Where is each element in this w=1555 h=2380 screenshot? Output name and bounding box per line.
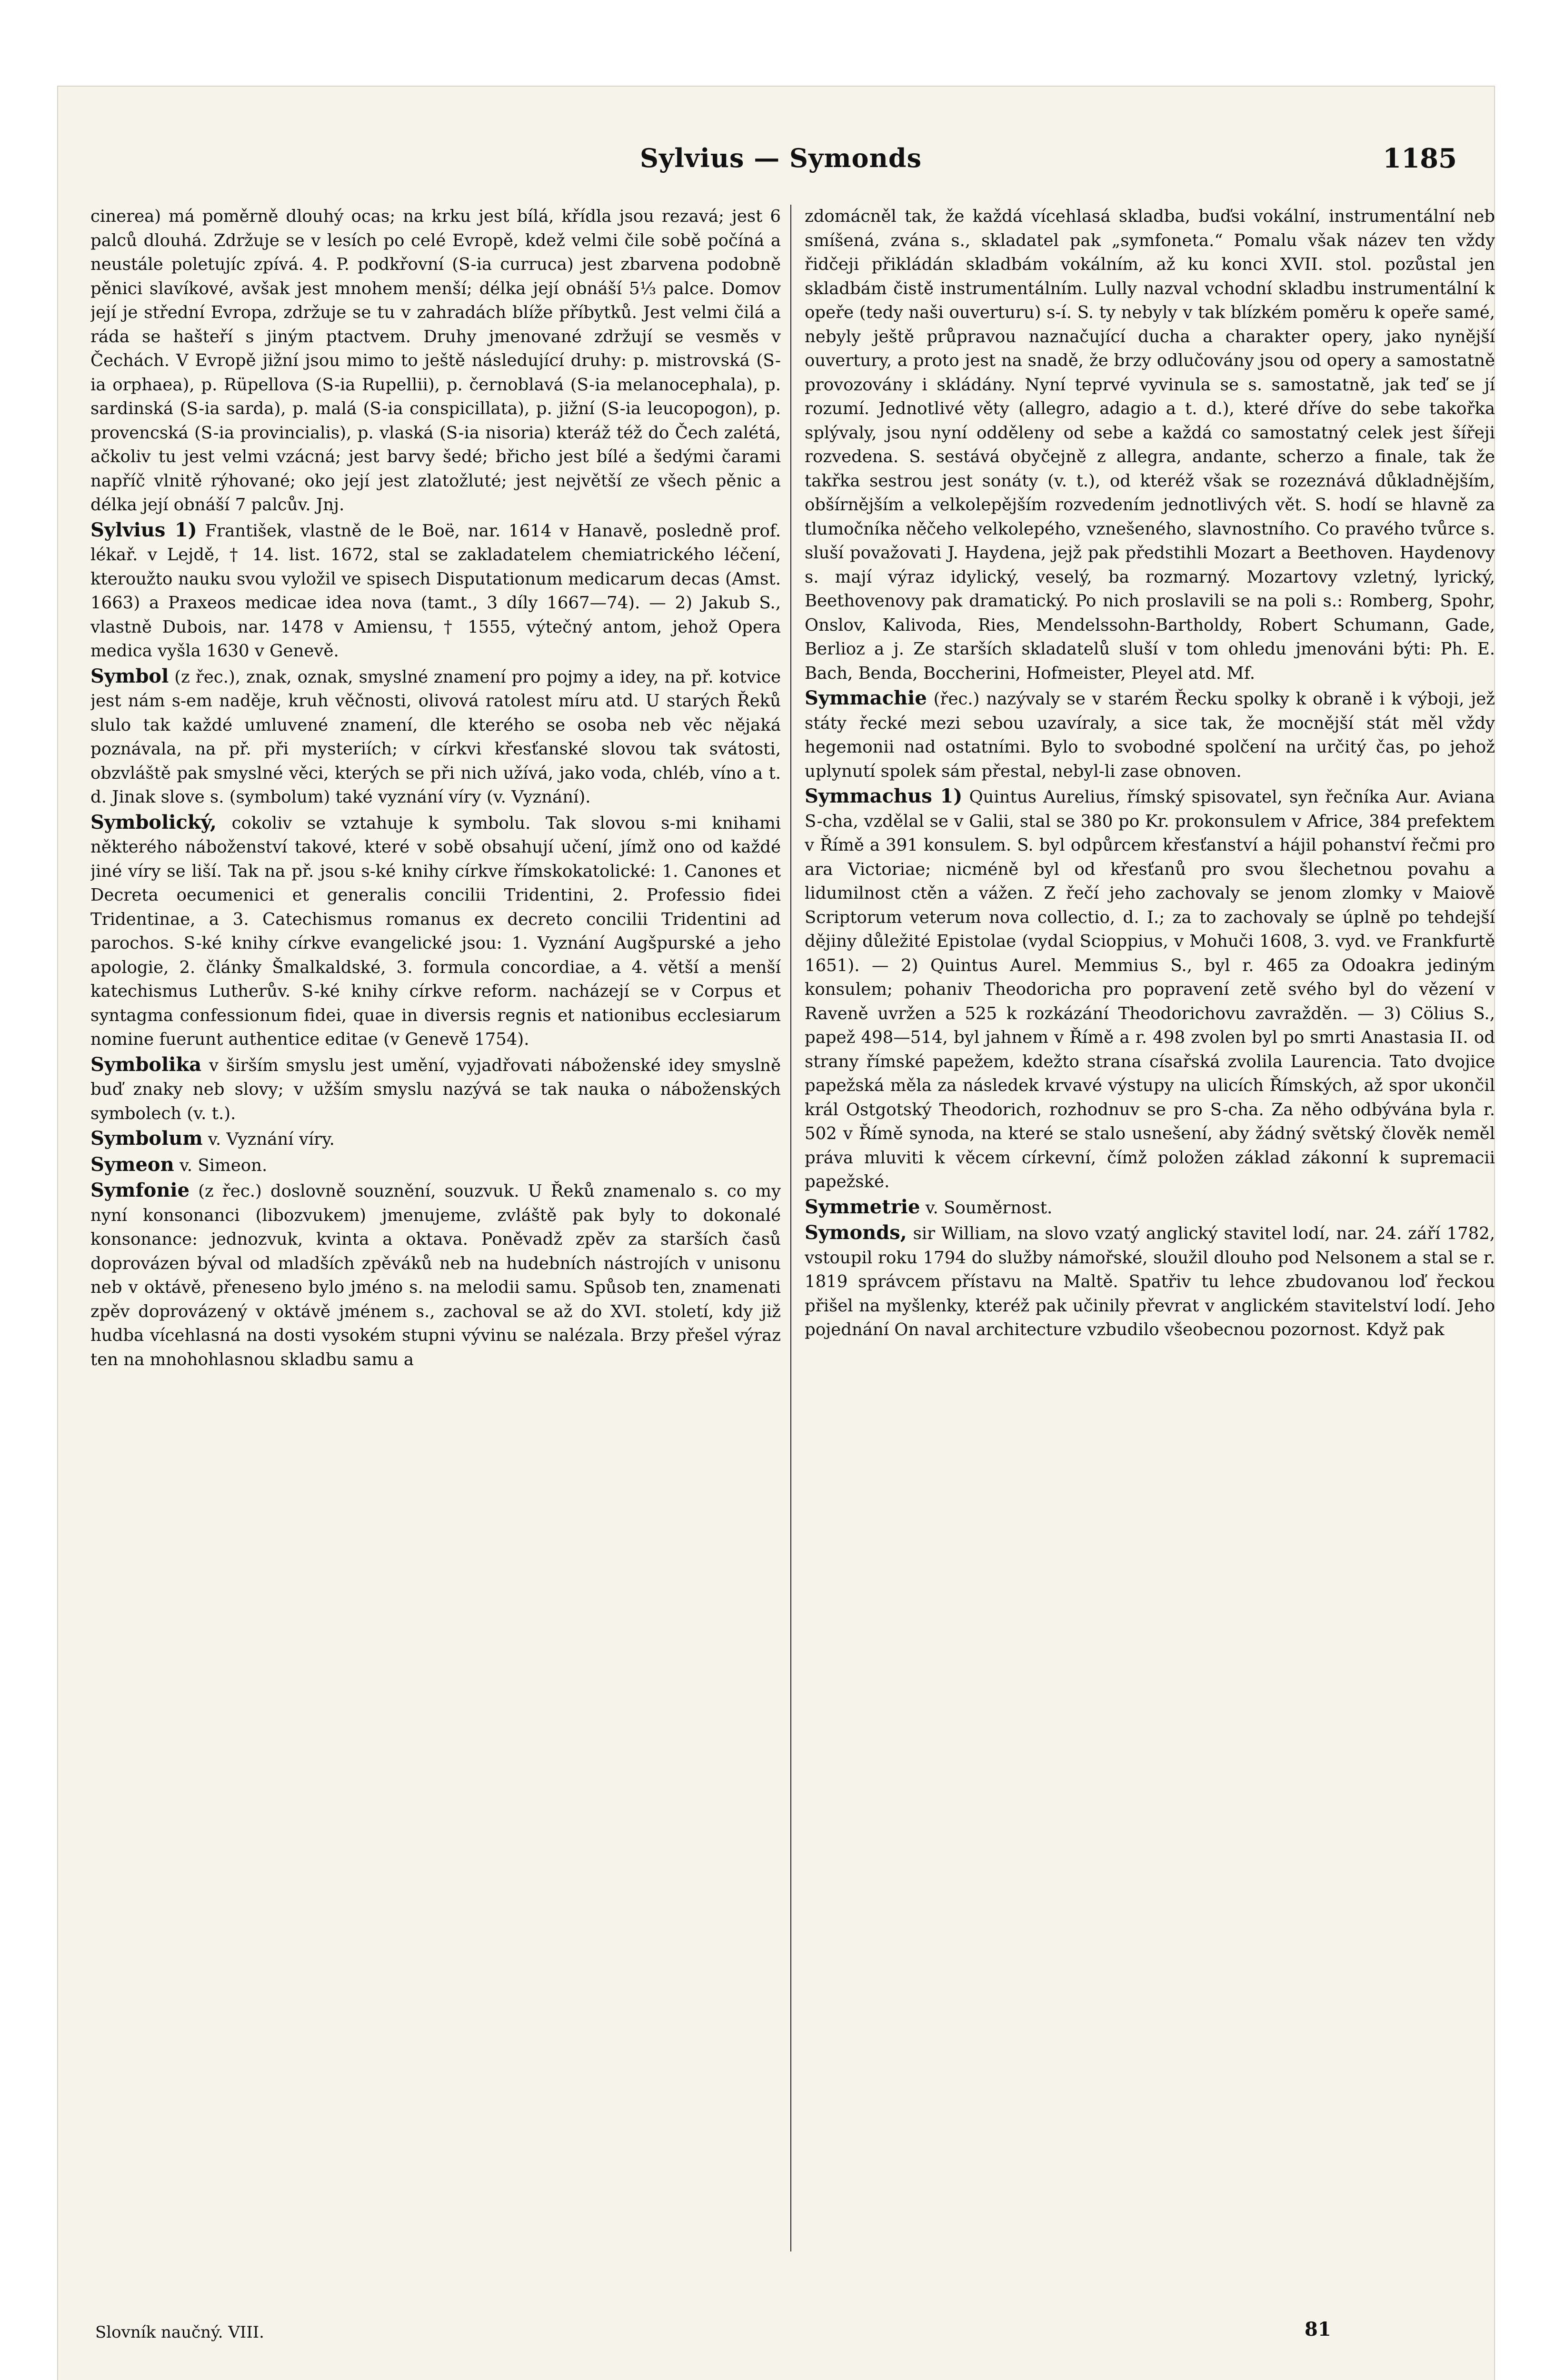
entry-symbolika: Symbolika v širším smyslu jest umění, vyjadřovati náboženské idey smyslně buď znaky neb slovy; v užším smyslu nazývá se tak nauka o náboženských symbolech (v. t.). (90, 1053, 781, 1123)
headword: Symbolický, (90, 811, 217, 833)
headword: Symeon (90, 1153, 174, 1176)
headword: Symbolum (90, 1127, 203, 1150)
entry-symfonie-continued: zdomácněl tak, že každá vícehlasá skladba, buďsi vokální, instrumentální neb smíšená, zvána s., skladatel pak „symfoneta.“ Pomalu však název ten vždy řidčeji přikládán skladbám vokálním, až ku konci XVII. stol. pozůstal jen skladbám čistě instrumentálním. Lully nazval vchodní skladbu instrumentální k opeře (tedy naši ouverturu) s-í. S. ty nebyly v tak blízkém poměru k opeře samé, nebyly ještě průpravou naznačující ducha a charakter opery, jako nynější ouvertury, a proto jest na snadě, že brzy odlučovány jsou od opery a samostatně provozovány i skládány. Nyní teprvé vyvinula se s. samostatně, jak teď se jí rozumí. Jednotlivé věty (allegro, adagio a t. d.), které dříve do sebe takořka splývaly, jsou nyní odděleny od sebe a každá co samostatný celek jest šířeji rozvedena. S. sestává obyčejně z allegra, andante, scherzo a finale, tak že takřka sestrou jest sonáty (v. t.), od kteréž však se rozeznává důkladnějším, obšírnějším a velkolepějším rozvedením jednotlivých vět. S. hodí se hlavně za tlumočníka něčeho velkolepého, vznešeného, slavnostního. Co pravého tvůrce s. sluší považovati J. Haydena, jejž pak předstihli Mozart a Beethoven. Haydenovy s. mají výraz idylický, veselý, ba rozmarný. Mozartovy vzletný, lyrický, Beethovenovy pak dramatický. Po nich proslavili se na poli s.: Romberg, Spohr, Onslov, Kalivoda, Ries, Mendelssohn-Bartholdy, Robert Schumann, Gade, Berlioz a j. Ze starších skladatelů sluší v tom ohledu jmenováni býti: Ph. E. Bach, Benda, Boccherini, Hofmeister, Pleyel atd. Mf. (805, 207, 1495, 683)
headword: Symmachus 1) (805, 785, 963, 807)
footer-signature: 81 (1305, 2318, 1331, 2340)
running-head: Sylvius — Symonds (640, 143, 922, 173)
headword: Symfonie (90, 1179, 190, 1201)
entry-symbolicky: Symbolický, cokoliv se vztahuje k symbolu. Tak slovou s-mi knihami některého náboženství takové, které v sobě obsahují učení, jímž ono od každé jiné víry se liší. Tak na př. jsou s-ké knihy církve římskokatolické: 1. Canones et Decreta oecumenici et generalis concilii Tridentini, 2. Professio fidei Tridentinae, a 3. Catechismus romanus ex decreto concilii Tridentini ad parochos. S-ké knihy církve evangelické jsou: 1. Vyznání Augšpurské a jeho apologie, 2. články Šmalkaldské, 3. formula concordiae, a 4. větší a menší katechismus Lutherův. S-ké knihy církve reform. nacházejí se v Corpus et syntagma confessionum fidei, quae in diversis regnis et nationibus ecclesiarum nomine fuerunt authentice editae (v Genevě 1754). (90, 811, 781, 1049)
column-divider (790, 205, 791, 2251)
headword: Symmachie (805, 687, 927, 709)
page-number: 1185 (1383, 143, 1457, 174)
entry-sylvius: Sylvius 1) František, vlastně de le Boë, nar. 1614 v Hanavě, posledně prof. lékař. v Lejdě, † 14. list. 1672, stal se zakladatelem chemiatrického léčení, kteroužto nauku svou vyložil ve spisech Disputationum medicarum decas (Amst. 1663) a Praxeos medicae idea nova (tamt., 3 díly 1667—74). — 2) Jakub S., vlastně Dubois, nar. 1478 v Amiensu, † 1555, výtečný antom, jehož Opera medica vyšla 1630 v Genevě. (90, 518, 781, 661)
headword: Symbolika (90, 1053, 202, 1076)
entry-symmachie: Symmachie (řec.) nazývaly se v starém Řecku spolky k obraně i k výboji, jež státy řecké mezi sebou uzavíraly, a sice tak, že mocnější stát měl vždy hegemonii nad ostatními. Bylo to svobodné spolčení na určitý čas, po jehož uplynutí spolek sám přestal, nebyl-li zase obnoven. (805, 687, 1495, 781)
entry-sylvia-continued: cinerea) má poměrně dlouhý ocas; na krku jest bílá, křídla jsou rezavá; jest 6 palců dlouhá. Zdržuje se v lesích po celé Evropě, kdež velmi čile sobě počíná a neustále poletujíc zpívá. 4. P. podkřovní (S-ia curruca) jest zbarvena podobně pěnici slavíkové, avšak jest mnohem menší; délka její obnáší 5⅓ palce. Domov její je střední Evropa, zdržuje se tu v zahradách blíže příbytků. Jest velmi čilá a ráda se hašteří s jiným ptactvem. Druhy jmenované zdržují se vesměs v Čechách. V Evropě jižní jsou mimo to ještě následující druhy: p. mistrovská (S-ia orphaea), p. Rüpellova (S-ia Rupellii), p. černoblavá (S-ia melanocephala), p. sardinská (S-ia sarda), p. malá (S-ia conspicillata), p. jižní (S-ia leucopogon), p. provencská (S-ia provincialis), p. vlaská (S-ia nisoria) kteráž též do Čech zalétá, ačkoliv tu jest velmi vzácná; jest barvy šedé; břicho jest bílé a šedými čarami napříč vlnitě rýhované; oko její jest zlatožluté; jest největší ze všech pěnic a délka její obnáší 7 palcův. Jnj. (90, 207, 781, 515)
right-column (805, 205, 1495, 2299)
page-header (105, 143, 1457, 181)
footer-volume-label: Slovník naučný. VIII. (95, 2323, 264, 2342)
entry-symmachus: Symmachus 1) Quintus Aurelius, římský spisovatel, syn řečníka Aur. Aviana S-cha, vzdělal se v Galii, stal se 380 po Kr. prokonsulem v Africe, 384 prefektem v Římě a 391 konsulem. S. byl odpůrcem křesťanství a hájil pohanství řečmi pro ara Victoriae; nicméně byl od křesťanů pro svou šlechetnou povahu a lidumilnost ctěn a vážen. Z řečí jeho zachovaly se jenom zlomky v Maiově Scriptorum veterum nova collectio, d. I.; za to zachovaly se úplně po tehdejší dějiny důležité Epistolae (vydal Scioppius, v Mohuči 1608, 3. vyd. ve Frankfurtě 1651). — 2) Quintus Aurel. Memmius S., byl r. 465 za Odoakra jediným konsulem; pohaniv Theodoricha pro popravení zetě svého byl do vězení v Raveně uvržen a 525 k rozkázání Theodorichovu zavražděn. — 3) Cölius S., papež 498—514, byl jahnem v Římě a r. 498 zvolen byl po smrti Anastasia II. od strany římské papežem, kdežto strana císařská zvolila Laurencia. Tato dvojice papežská měla za následek krvavé výstupy na ulicích Římských, až spor ukončil král Ostgotský Theodorich, rozhodnuv se pro S-cha. Za něho odbývána byla r. 502 v Římě synoda, na které se stalo usnešení, aby žádný světský člověk neměl práva mluviti k věcem církevní, čímž položen základ zákonní k supremacii papežské. (805, 785, 1495, 1191)
headword: Symonds, (805, 1221, 907, 1244)
entry-symmetrie: Symmetrie v. Souměrnost. (805, 1195, 1053, 1218)
headword: Symbol (90, 664, 169, 687)
entry-symonds: Symonds, sir William, na slovo vzatý anglický stavitel lodí, nar. 24. září 1782, vstoupil roku 1794 do služby námořské, sloužil dlouho pod Nelsonem a stal se r. 1819 správcem přístavu na Maltě. Spatřiv tu lehce zbudovanou loď řeckou přišel na myšlenky, kteréž pak učinily převrat v anglickém stavitelství lodí. Jeho pojednání On naval architecture vzbudilo všeobecnou pozornost. Když pak (805, 1221, 1495, 1339)
book-page (57, 86, 1495, 2380)
headword: Sylvius 1) (90, 518, 197, 541)
left-column (90, 205, 781, 2299)
headword: Symmetrie (805, 1195, 920, 1218)
entry-symeon: Symeon v. Simeon. (90, 1153, 268, 1176)
entry-symbol: Symbol (z řec.), znak, oznak, smyslné znamení pro pojmy a idey, na př. kotvice jest nám s-em naděje, kruh věčnosti, olivová ratolest míru atd. U starých Řeků slulo tak každé umluvené znamení, dle kterého se osoba neb věc nějaká poznávala, na př. při mysteriích; v církvi křesťanské slovou tak svátosti, obzvláště pak smyslné věci, kterých se při nich užívá, jako voda, chléb, víno a t. d. Jinak slove s. (symbolum) také vyznání víry (v. Vyznání). (90, 664, 781, 807)
entry-symfonie: Symfonie (z řec.) doslovně souznění, souzvuk. U Řeků znamenalo s. co my nyní konsonanci (libozvukem) jmenujeme, zvláště pak byly to dokonalé konsonance: jednozvuk, kvinta a oktava. Poněvadž zpěv za starších časů doprovázen býval od mladších zpěváků neb na hudebních nástrojích v unisonu neb v oktávě, přeneseno bylo jméno s. na melodii samu. Spůsob ten, znamenati zpěv doprovázený v oktávě jménem s., zachoval se až do XVI. století, kdy již hudba vícehlasná na dosti vysokém stupni vývinu se nalézala. Brzy přešel výraz ten na mnohohlasnou skladbu samu a (90, 1179, 781, 1369)
entry-symbolum: Symbolum v. Vyznání víry. (90, 1127, 335, 1150)
